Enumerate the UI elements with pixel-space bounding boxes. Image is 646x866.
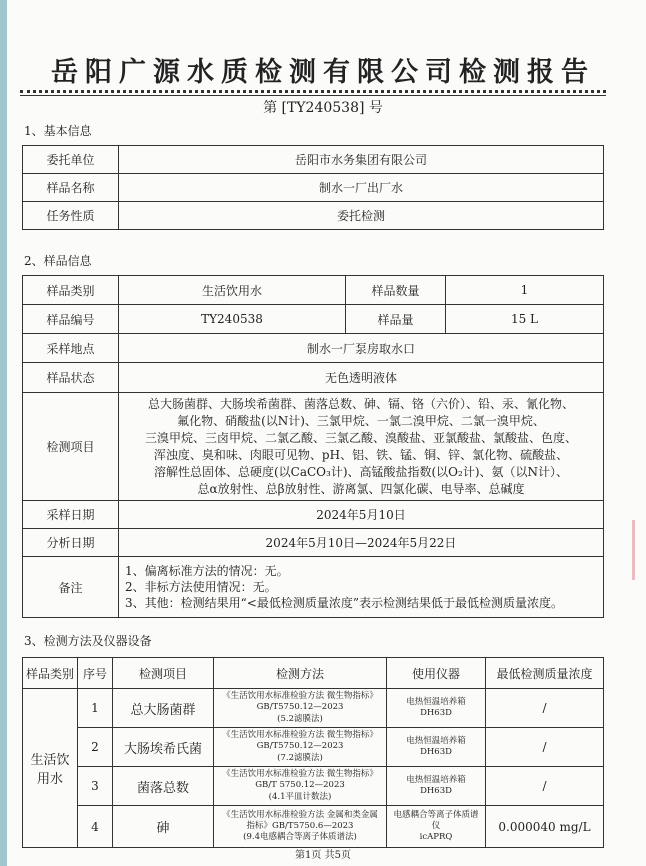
- line: (9.4电感耦合等离子体质谱法): [243, 832, 357, 843]
- line: DH63D: [420, 786, 452, 796]
- label: 样品类别: [23, 276, 119, 305]
- test-items: [119, 393, 604, 501]
- value: 2024年5月10日—2024年5月22日: [119, 529, 604, 557]
- line: 总大肠菌群、大肠埃希菌群、菌落总数、砷、镉、铬（六价）、铅、汞、氰化物、: [147, 396, 574, 411]
- value: 15 L: [446, 305, 604, 334]
- line: GB/T5750.12—2023: [256, 741, 344, 752]
- col-header: 最低检测质量浓度: [486, 658, 604, 689]
- value: TY240538: [119, 305, 346, 334]
- instrument: [387, 689, 486, 728]
- label: 任务性质: [23, 202, 119, 230]
- table-row: [23, 728, 604, 767]
- line: DH63D: [420, 747, 452, 757]
- line: 2、非标方法使用情况：无。: [125, 580, 277, 594]
- line: 浑浊度、臭和味、肉眼可见物、pH、铝、铁、锰、铜、锌、氯化物、硫酸盐、: [153, 447, 569, 462]
- value: 2024年5月10日: [119, 501, 604, 529]
- line: 《生活饮用水标准检验方法 微生物指标》: [222, 730, 378, 741]
- line: 指标》GB/T5750.6—2023: [246, 820, 354, 831]
- basic-info-table: [22, 145, 604, 230]
- test-method: [214, 728, 387, 767]
- label: 样品编号: [23, 305, 119, 334]
- row-number: 1: [78, 689, 113, 728]
- detection-limit: /: [486, 728, 604, 767]
- test-method: [214, 806, 387, 848]
- line: (5.2滤膜法): [277, 713, 323, 724]
- section-heading: 1、基本信息: [24, 124, 92, 138]
- divider: [20, 90, 606, 93]
- line: 《生活饮用水标准检验方法 金属和类金属: [222, 809, 378, 820]
- line: icAPRQ: [419, 832, 453, 843]
- line: (4.1平皿计数法): [268, 791, 332, 802]
- line: 电热恒温培养箱: [406, 696, 466, 707]
- col-header: 使用仪器: [387, 658, 486, 689]
- instrument: [387, 728, 486, 767]
- line: 三溴甲烷、三卤甲烷、二氯乙酸、三氯乙酸、溴酸盐、亚氯酸盐、氯酸盐、色度、: [144, 430, 577, 445]
- instrument: [387, 767, 486, 806]
- scan-edge: [0, 0, 7, 866]
- section-heading: 2、样品信息: [24, 254, 92, 268]
- value: 岳阳市水务集团有限公司: [119, 146, 604, 174]
- line: 1、偏离标准方法的情况：无。: [125, 564, 289, 578]
- test-method: [214, 689, 387, 728]
- line: 电感耦合等离子体质谱: [393, 809, 479, 820]
- label: 采样日期: [23, 501, 119, 529]
- test-item: 砷: [113, 806, 214, 848]
- line: GB/T5750.12—2023: [256, 702, 344, 713]
- remarks: [119, 557, 604, 618]
- line: 总α放射性、总β放射性、游离氯、四氯化碳、电导率、总碱度: [197, 481, 525, 496]
- label: 分析日期: [23, 529, 119, 557]
- line: (7.2滤膜法): [277, 752, 323, 763]
- table-row: [23, 806, 604, 848]
- sample-info-table: [22, 275, 604, 618]
- table-row: [23, 767, 604, 806]
- label: 委托单位: [23, 146, 119, 174]
- row-number: 3: [78, 767, 113, 806]
- line: 《生活饮用水标准检验方法 微生物指标》: [222, 769, 378, 780]
- value: 制水一厂泵房取水口: [119, 334, 604, 363]
- test-item: 菌落总数: [113, 767, 214, 806]
- test-method: [214, 767, 387, 806]
- sample-category: 生活饮用水: [23, 689, 78, 848]
- line: 电热恒温培养箱: [406, 735, 466, 746]
- section-heading: 3、检测方法及仪器设备: [24, 634, 152, 648]
- detection-limit: /: [486, 767, 604, 806]
- line: 氟化物、硝酸盐(以N计)、三氯甲烷、一氯二溴甲烷、二氯一溴甲烷、: [177, 413, 545, 428]
- value: 委托检测: [119, 202, 604, 230]
- detection-limit: /: [486, 689, 604, 728]
- label: 样品数量: [346, 276, 446, 305]
- label: 样品量: [346, 305, 446, 334]
- label: 检测项目: [23, 393, 119, 501]
- instrument: [387, 806, 486, 848]
- test-item: 大肠埃希氏菌: [113, 728, 214, 767]
- col-header: 检测方法: [214, 658, 387, 689]
- label: 样品状态: [23, 363, 119, 393]
- col-header: 检测项目: [113, 658, 214, 689]
- value: 无色透明液体: [119, 363, 604, 393]
- row-number: 2: [78, 728, 113, 767]
- label: 样品名称: [23, 174, 119, 202]
- table-row: [23, 689, 604, 728]
- line: 《生活饮用水标准检验方法 微生物指标》: [222, 691, 378, 702]
- col-header: 样品类别: [23, 658, 78, 689]
- seal-fragment: [632, 520, 642, 580]
- line: 溶解性总固体、总硬度(以CaCO₃计)、高锰酸盐指数(以O₂计)、氨（以N计）、: [153, 464, 569, 479]
- test-item: 总大肠菌群: [113, 689, 214, 728]
- line: 仪: [431, 820, 441, 831]
- row-number: 4: [78, 806, 113, 848]
- value: 1: [446, 276, 604, 305]
- detection-limit: 0.000040 mg/L: [486, 806, 604, 848]
- col-header: 序号: [78, 658, 113, 689]
- line: GB/T 5750.12—2023: [255, 780, 345, 791]
- divider: [20, 95, 606, 96]
- line: DH63D: [420, 708, 452, 718]
- methods-table: [22, 657, 604, 848]
- value: 制水一厂出厂水: [119, 174, 604, 202]
- page-footer: 第1页 共5页: [295, 850, 351, 861]
- value: 生活饮用水: [119, 276, 346, 305]
- report-title: 岳阳广源水质检测有限公司检测报告: [51, 57, 595, 88]
- line: 3、其他：检测结果用“<最低检测质量浓度”表示检测结果低于最低检测质量浓度。: [125, 596, 563, 610]
- label: 备注: [23, 557, 119, 618]
- label: 采样地点: [23, 334, 119, 363]
- report-number: 第 [TY240538] 号: [263, 100, 383, 116]
- line: 电热恒温培养箱: [406, 774, 466, 785]
